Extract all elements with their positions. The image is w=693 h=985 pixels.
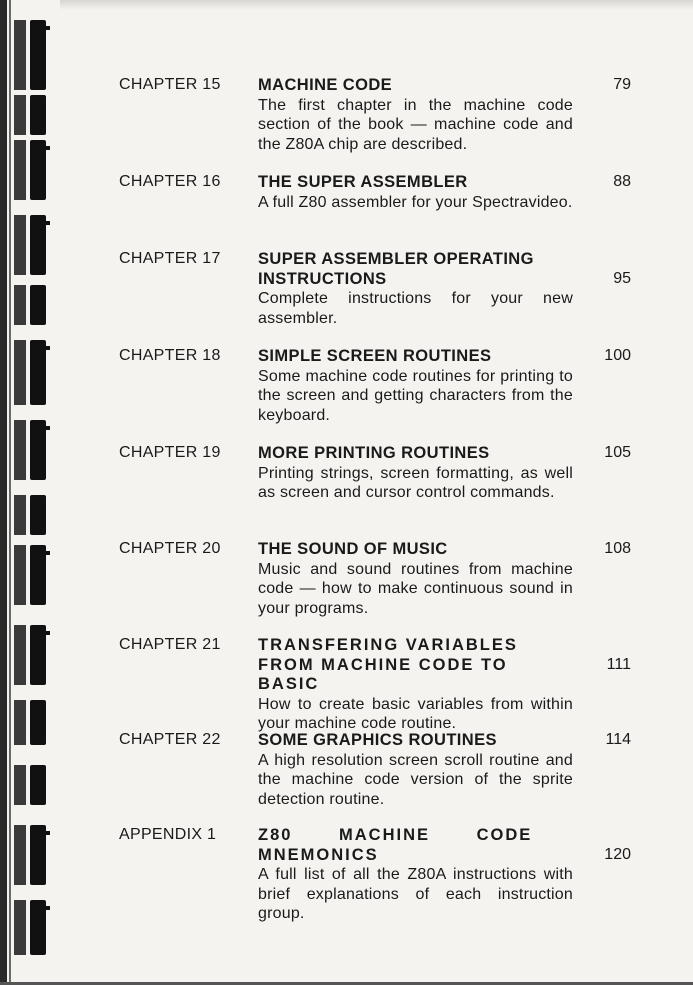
entry-page-number: 88 (613, 173, 631, 190)
entry-content (258, 444, 573, 503)
entry-description: Music and sound routines from machine code — how to make continuous sound in your programs. (258, 560, 573, 617)
spiral-binding (0, 0, 60, 985)
entry-description: Printing strings, screen formatting, as well as screen and cursor control commands. (258, 464, 573, 502)
binding-coil (14, 700, 50, 745)
entry-content (258, 540, 573, 618)
entry-label: APPENDIX 1 (119, 826, 217, 843)
binding-coil (14, 140, 50, 200)
entry-label: CHAPTER 16 (119, 173, 221, 190)
entry-label: CHAPTER 20 (119, 540, 221, 557)
entry-description: A full Z80 assembler for your Spectravideo. (258, 193, 573, 211)
entry-page-number: 100 (604, 347, 631, 364)
entry-content (258, 173, 573, 212)
binding-coil (14, 215, 50, 275)
entry-label: CHAPTER 21 (119, 636, 221, 653)
entry-description: Complete instructions for your new assembler. (258, 290, 573, 327)
entry-description: Some machine code routines for printing to the screen and getting characters from the keyboard. (258, 367, 573, 424)
entry-page-number: 120 (604, 846, 631, 863)
entry-title: MACHINE CODE (258, 76, 393, 94)
entry-content (258, 826, 573, 924)
entry-page-number: 95 (613, 270, 631, 287)
binding-coil (14, 900, 50, 955)
entry-label: CHAPTER 18 (119, 347, 221, 364)
entry-label: CHAPTER 17 (119, 250, 221, 267)
binding-coil (14, 765, 50, 805)
binding-coil (14, 825, 50, 885)
binding-coil (14, 340, 50, 405)
entry-description: A high resolution screen scroll routine and the machine code version of the sprite detection routine. (258, 751, 573, 808)
entry-label: CHAPTER 19 (119, 444, 221, 461)
binding-coil (14, 95, 50, 135)
entry-content (258, 347, 573, 425)
page-top-shadow (60, 0, 693, 10)
entry-page-number: 79 (613, 76, 631, 93)
binding-coil (14, 625, 50, 685)
binding-rail (0, 0, 7, 985)
binding-coil (14, 545, 50, 605)
entry-page-number: 111 (606, 656, 631, 673)
entry-description: A full list of all the Z80A instructions with brief explanations of each instruction group. (258, 866, 573, 923)
entry-label: CHAPTER 15 (119, 76, 221, 93)
entry-page-number: 105 (604, 444, 631, 461)
binding-coil (14, 285, 50, 325)
entry-description: The first chapter in the machine code section of the book — machine code and the Z80A chip are described. (258, 96, 573, 153)
entry-content (258, 636, 573, 734)
entry-content (258, 76, 573, 154)
entry-content (258, 731, 573, 809)
entry-page-number: 108 (604, 540, 631, 557)
entry-title: THE SUPER ASSEMBLER (258, 173, 468, 191)
entry-title: Z80 MACHINE CODE MNEMONICS (258, 826, 533, 864)
entry-title: MORE PRINTING ROUTINES (258, 444, 490, 462)
entry-title: SIMPLE SCREEN ROUTINES (258, 347, 492, 365)
entry-title: TRANSFERING VARIABLES FROM MACHINE CODE TO BASIC (258, 636, 518, 694)
binding-rail-inner (9, 0, 11, 985)
entry-title: THE SOUND OF MUSIC (258, 540, 448, 558)
entry-page-number: 114 (605, 731, 631, 748)
entry-content (258, 250, 573, 328)
entry-label: CHAPTER 22 (119, 731, 221, 748)
binding-coil (14, 495, 50, 535)
binding-coil (14, 420, 50, 480)
entry-title: SOME GRAPHICS ROUTINES (258, 731, 497, 749)
entry-title: SUPER ASSEMBLER OPERATING INSTRUCTIONS (258, 250, 534, 288)
entry-description: How to create basic variables from within your machine code routine. (258, 695, 573, 733)
binding-coil (14, 20, 50, 90)
